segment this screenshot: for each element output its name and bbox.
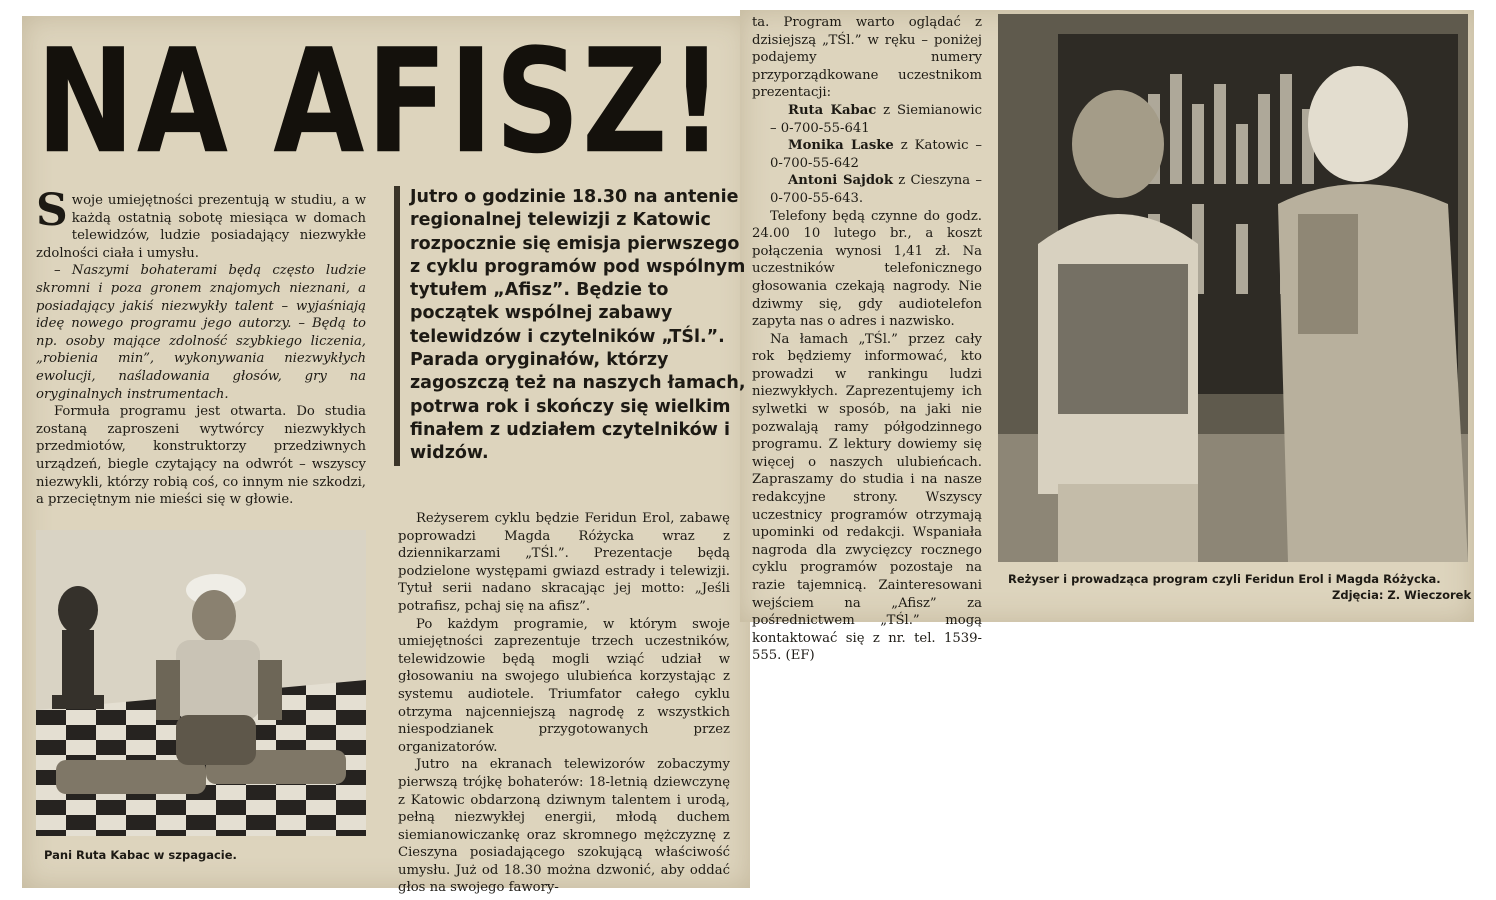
participant-name: Monika Laske — [788, 138, 894, 154]
participant-entry — [752, 137, 982, 172]
article-column-3 — [752, 14, 982, 665]
participant-phone: z Siemianowic – 0-700-55-641 — [770, 102, 982, 136]
paragraph-ranking: Na łamach „TŚl.” przez cały rok będziemy informować, kto prowadzi w rankingu ludzi niezwykłych. Zaprezentujemy ich sylwetki w sposób, na jaki nie pozwalają ramy półgodzinnego programu. Z lektury dowiemy się więcej o naszych ulubieńcach. Zapraszamy do studia i na nasze redakcyjne strony. Wszyscy uczestnicy programów otrzymają upominki od redakcji. Wspaniała nagroda dla zwycięzcy rocznego cyklu programów pozostaje na razie tajemnicą. Zainteresowani wejściem na „Afisz” za pośrednictwem „TŚl.” mogą kontaktować się z nr. tel. 1539-555. (EF) — [752, 331, 982, 664]
paragraph-quote — [36, 262, 366, 403]
participant-phone: z Cieszyna – 0-700-55-643. — [770, 173, 982, 206]
article-lead: Jutro o godzinie 18.30 na antenie regionalnej telewizji z Katowic rozpocznie się emisja pierwszego z cyklu programów pod wspólnym tytułem „Afisz”. Będzie to początek wspólnej zabawy telewidzów i czytelników „TŚl.”. Parada oryginałów, którzy zagoszczą też na naszych łamach, potrwa rok i skończy się wielkim finałem z udziałem czytelników i widzów. — [394, 186, 750, 466]
participant-entry — [752, 172, 982, 207]
article-column-1 — [36, 185, 366, 509]
photo-ruta-kabac — [36, 530, 366, 836]
headline: NA AFISZ! — [36, 17, 726, 186]
photo-ruta-kabac-image — [36, 530, 366, 836]
participant-entry — [752, 102, 982, 137]
photo-credit: Zdjęcia: Z. Wieczorek — [1332, 588, 1472, 602]
paragraph-intro — [36, 185, 366, 262]
caption-left-photo: Pani Ruta Kabac w szpagacie. — [44, 848, 237, 862]
paragraph-formula: Formuła programu jest otwarta. Do studia zostaną zaproszeni wytwórcy niezwykłych przedmiotów, konstruktorzy przedziwnych urządzeń, biegle czytający na odwrót – wszyscy niezwykli, którzy robią coś, co innym nie szkodzi, a przeciętnym nie mieści się w głowie. — [36, 404, 366, 508]
paragraph-director: Reżyserem cyklu będzie Feridun Erol, zabawę poprowadzi Magda Różycka wraz z dziennikarzami „TŚl.”. Prezentacje będą podzielone występami gwiazd estrady i telewizji. Tytuł serii nadano skracając jej motto: „Jeśli potrafisz, pchaj się na afisz”. — [398, 511, 730, 614]
paragraph-heroes: Jutro na ekranach telewizorów zobaczymy pierwszą trójkę bohaterów: 18-letnią dziewczynę z Katowic obdarzoną dziwnym talentem i urodą, pełną niezwykłej energii, młodą duchem siemianowiczankę oraz skromnego mężczyznę z Cieszyna posiadającego szokującą właściwość umysłu. Już od 18.30 można dzwonić, aby oddać głos na swojego fawory- — [398, 757, 730, 896]
paragraph-quote-text: – Naszymi bohaterami będą często ludzie skromni i poza gronem znajomych nieznani, a posiadający jakiś niezwykły talent – wyjaśniają ideę nowego programu jego autorzy. – Będą to np. osoby mające zdolność szybkiego liczenia, „robienia min”, wykonywania niezwykłych ewolucji, naśladowania głosów, gry na oryginalnych instrumentach. — [36, 263, 366, 402]
drop-cap: S — [36, 185, 68, 236]
photo-director-host — [998, 14, 1468, 562]
article-column-2 — [398, 510, 730, 897]
paragraph-continued: ta. Program warto oglądać z dzisiejszą „TŚl.” w ręku – poniżej podajemy numery przyporządkowane uczestnikom prezentacji: — [752, 15, 982, 101]
participant-phone: z Katowic – 0-700-55-642 — [770, 138, 982, 171]
participant-name: Antoni Sajdok — [788, 173, 893, 189]
caption-right-photo: Reżyser i prowadząca program czyli Feridun Erol i Magda Różycka. — [1008, 572, 1441, 586]
paragraph-voting: Po każdym programie, w którym swoje umiejętności zaprezentuje trzech uczestników, telewidzowie będą mogli wziąć udział w głosowaniu na swojego ulubieńca korzystając z systemu audiotele. Triumfator całego cyklu otrzyma najcenniejszą nagrodę z wszystkich niespodzianek przygotowanych przez organizatorów. — [398, 616, 730, 755]
paragraph-intro-text: woje umiejętności prezentują w studiu, a w każdą ostatnią sobotę miesiąca w domach telewidzów, ludzie posiadający niezwykłe zdolności ciała i umysłu. — [36, 193, 366, 261]
participant-name: Ruta Kabac — [788, 102, 877, 118]
paragraph-phones: Telefony będą czynne do godz. 24.00 10 lutego br., a koszt połączenia wynosi 1,41 zł. Na uczestników telefonicznego głosowania czekają nagrody. Nie dziwmy się, gdy audiotelefon zapyta nas o adres i nazwisko. — [752, 208, 982, 330]
photo-director-host-image — [998, 14, 1468, 562]
